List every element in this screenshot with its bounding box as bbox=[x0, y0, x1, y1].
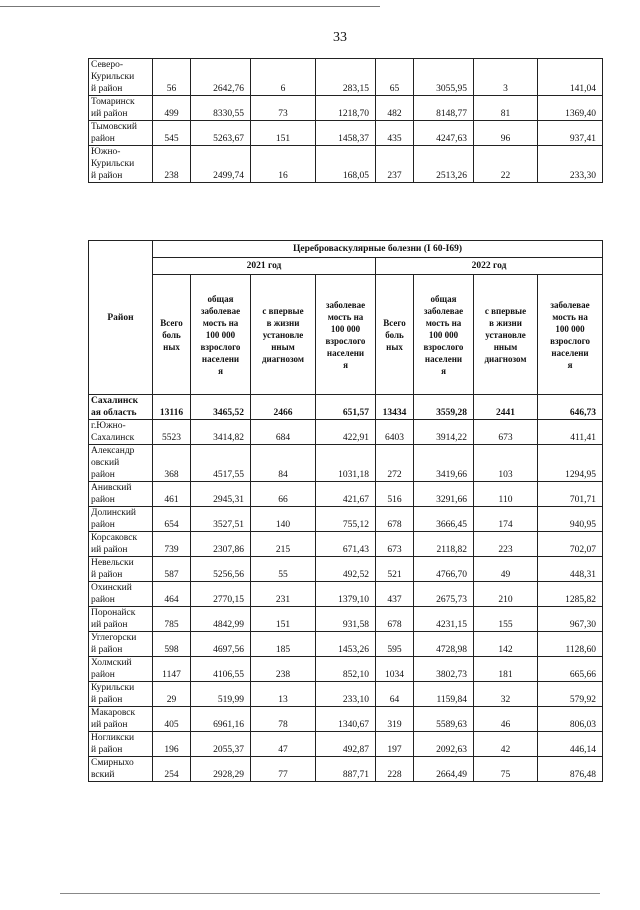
value-cell: 185 bbox=[251, 632, 316, 657]
value-cell: 1340,67 bbox=[316, 707, 376, 732]
value-cell: 1147 bbox=[153, 657, 191, 682]
value-cell: 237 bbox=[376, 146, 414, 183]
text-line: ий район bbox=[91, 720, 128, 730]
text-line: й район bbox=[91, 570, 123, 580]
table-row bbox=[89, 482, 603, 507]
value-cell: 8148,77 bbox=[414, 96, 474, 121]
value-cell: 42 bbox=[474, 732, 538, 757]
text-line: овский bbox=[91, 458, 120, 468]
value-cell: 701,71 bbox=[538, 482, 603, 507]
value-cell: 2441 bbox=[474, 395, 538, 420]
value-cell: 1453,26 bbox=[316, 632, 376, 657]
table-row bbox=[89, 532, 603, 557]
region-name-cell bbox=[89, 757, 153, 782]
text-line: Всего bbox=[383, 317, 406, 328]
value-cell: 684 bbox=[251, 420, 316, 445]
value-cell: 319 bbox=[376, 707, 414, 732]
region-name-cell bbox=[89, 59, 153, 96]
value-cell: 937,41 bbox=[538, 121, 603, 146]
value-cell: 3419,66 bbox=[414, 445, 474, 482]
text-line: боль bbox=[385, 329, 404, 340]
value-cell: 56 bbox=[153, 59, 191, 96]
region-name-cell bbox=[89, 482, 153, 507]
value-cell: 196 bbox=[153, 732, 191, 757]
region-name-cell bbox=[89, 445, 153, 482]
table-row bbox=[89, 682, 603, 707]
value-cell: 1379,10 bbox=[316, 582, 376, 607]
value-cell: 702,07 bbox=[538, 532, 603, 557]
text-line: Смирныхо bbox=[91, 758, 134, 768]
value-cell: 678 bbox=[376, 507, 414, 532]
value-cell: 3914,22 bbox=[414, 420, 474, 445]
text-line: ий район bbox=[91, 545, 128, 555]
year-2022-header: 2022 год bbox=[376, 258, 603, 275]
text-line: район bbox=[91, 495, 115, 505]
value-cell: 75 bbox=[474, 757, 538, 782]
value-cell: 2770,15 bbox=[191, 582, 251, 607]
value-cell: 16 bbox=[251, 146, 316, 183]
value-cell: 587 bbox=[153, 557, 191, 582]
region-name-cell bbox=[89, 682, 153, 707]
text-line: Всего bbox=[160, 317, 183, 328]
column-header bbox=[251, 275, 316, 395]
text-line: заболевае bbox=[550, 299, 590, 310]
value-cell: 931,58 bbox=[316, 607, 376, 632]
value-cell: 1458,37 bbox=[316, 121, 376, 146]
text-line: Анивский bbox=[91, 483, 132, 493]
text-line: Долинский bbox=[91, 508, 137, 518]
text-line: мость на bbox=[327, 311, 364, 322]
value-cell: 210 bbox=[474, 582, 538, 607]
value-cell: 168,05 bbox=[316, 146, 376, 183]
value-cell: 806,03 bbox=[538, 707, 603, 732]
text-line: ных bbox=[163, 341, 180, 352]
value-cell: 151 bbox=[251, 121, 316, 146]
value-cell: 492,52 bbox=[316, 557, 376, 582]
table-row bbox=[89, 757, 603, 782]
text-line: установле bbox=[485, 329, 526, 340]
top-rule bbox=[0, 6, 380, 7]
value-cell: 4231,15 bbox=[414, 607, 474, 632]
text-line: общая bbox=[430, 293, 457, 304]
table-row bbox=[89, 146, 603, 183]
value-cell: 852,10 bbox=[316, 657, 376, 682]
main-table bbox=[88, 240, 603, 782]
text-line: район bbox=[91, 470, 115, 480]
text-line: Александр bbox=[91, 446, 135, 456]
value-cell: 421,67 bbox=[316, 482, 376, 507]
value-cell: 492,87 bbox=[316, 732, 376, 757]
region-name-cell bbox=[89, 420, 153, 445]
text-line: ая область bbox=[91, 408, 137, 418]
text-line: нным bbox=[493, 341, 518, 352]
value-cell: 1128,60 bbox=[538, 632, 603, 657]
value-cell: 77 bbox=[251, 757, 316, 782]
table-row bbox=[89, 445, 603, 482]
bottom-rule bbox=[60, 893, 600, 894]
text-line: й район bbox=[91, 695, 123, 705]
value-cell: 6 bbox=[251, 59, 316, 96]
value-cell: 13 bbox=[251, 682, 316, 707]
value-cell: 3559,28 bbox=[414, 395, 474, 420]
table-title: Цереброваскулярные болезни (I 60-I69) bbox=[153, 241, 603, 258]
text-line: район bbox=[91, 595, 115, 605]
value-cell: 446,14 bbox=[538, 732, 603, 757]
value-cell: 1218,70 bbox=[316, 96, 376, 121]
value-cell: 598 bbox=[153, 632, 191, 657]
value-cell: 47 bbox=[251, 732, 316, 757]
text-line: взрослого bbox=[325, 335, 366, 346]
value-cell: 2055,37 bbox=[191, 732, 251, 757]
value-cell: 2118,82 bbox=[414, 532, 474, 557]
value-cell: 231 bbox=[251, 582, 316, 607]
value-cell: 228 bbox=[376, 757, 414, 782]
text-line: боль bbox=[162, 329, 181, 340]
text-line: Корсаковск bbox=[91, 533, 138, 543]
value-cell: 283,15 bbox=[316, 59, 376, 96]
value-cell: 5263,67 bbox=[191, 121, 251, 146]
value-cell: 272 bbox=[376, 445, 414, 482]
region-name-cell bbox=[89, 557, 153, 582]
value-cell: 64 bbox=[376, 682, 414, 707]
region-name-cell bbox=[89, 657, 153, 682]
value-cell: 2664,49 bbox=[414, 757, 474, 782]
text-line: й район bbox=[91, 171, 123, 181]
value-cell: 755,12 bbox=[316, 507, 376, 532]
value-cell: 3666,45 bbox=[414, 507, 474, 532]
table-row bbox=[89, 395, 603, 420]
value-cell: 155 bbox=[474, 607, 538, 632]
column-header bbox=[376, 275, 414, 395]
value-cell: 6403 bbox=[376, 420, 414, 445]
value-cell: 3527,51 bbox=[191, 507, 251, 532]
value-cell: 140 bbox=[251, 507, 316, 532]
value-cell: 437 bbox=[376, 582, 414, 607]
value-cell: 1294,95 bbox=[538, 445, 603, 482]
value-cell: 81 bbox=[474, 96, 538, 121]
table-row bbox=[89, 557, 603, 582]
value-cell: 46 bbox=[474, 707, 538, 732]
text-line: район bbox=[91, 520, 115, 530]
text-line: вский bbox=[91, 770, 115, 780]
value-cell: 482 bbox=[376, 96, 414, 121]
text-line: заболевае bbox=[200, 305, 241, 316]
region-name-cell bbox=[89, 395, 153, 420]
text-line: Курильски bbox=[91, 683, 135, 693]
value-cell: 521 bbox=[376, 557, 414, 582]
text-line: й район bbox=[91, 84, 123, 94]
column-header bbox=[316, 275, 376, 395]
value-cell: 223 bbox=[474, 532, 538, 557]
value-cell: 579,92 bbox=[538, 682, 603, 707]
value-cell: 29 bbox=[153, 682, 191, 707]
year-2021-header: 2021 год bbox=[153, 258, 376, 275]
value-cell: 66 bbox=[251, 482, 316, 507]
value-cell: 1159,84 bbox=[414, 682, 474, 707]
value-cell: 238 bbox=[153, 146, 191, 183]
text-line: Невельски bbox=[91, 558, 134, 568]
value-cell: 1031,18 bbox=[316, 445, 376, 482]
text-line: в жизни bbox=[489, 317, 522, 328]
value-cell: 2945,31 bbox=[191, 482, 251, 507]
value-cell: 13434 bbox=[376, 395, 414, 420]
value-cell: 142 bbox=[474, 632, 538, 657]
text-line: Сахалинск bbox=[91, 396, 139, 406]
text-line: населени bbox=[326, 347, 365, 358]
text-line: мость на bbox=[425, 317, 462, 328]
value-cell: 4728,98 bbox=[414, 632, 474, 657]
text-line: населени bbox=[201, 353, 240, 364]
text-line: я bbox=[218, 365, 223, 376]
text-line: ий район bbox=[91, 109, 128, 119]
value-cell: 368 bbox=[153, 445, 191, 482]
text-line: 100 000 bbox=[330, 323, 361, 334]
text-line: населени bbox=[551, 347, 589, 358]
value-cell: 2307,86 bbox=[191, 532, 251, 557]
table-row bbox=[89, 121, 603, 146]
value-cell: 110 bbox=[474, 482, 538, 507]
text-line: я bbox=[567, 359, 573, 370]
region-name-cell bbox=[89, 732, 153, 757]
value-cell: 646,73 bbox=[538, 395, 603, 420]
value-cell: 3465,52 bbox=[191, 395, 251, 420]
text-line: Южно- bbox=[91, 147, 121, 157]
value-cell: 3414,82 bbox=[191, 420, 251, 445]
value-cell: 2928,29 bbox=[191, 757, 251, 782]
value-cell: 464 bbox=[153, 582, 191, 607]
text-line: мость на bbox=[202, 317, 239, 328]
text-line: с впервые bbox=[484, 305, 527, 316]
text-line: Курильски bbox=[91, 72, 135, 82]
text-line: Макаровск bbox=[91, 708, 136, 718]
value-cell: 940,95 bbox=[538, 507, 603, 532]
table-row bbox=[89, 420, 603, 445]
value-cell: 174 bbox=[474, 507, 538, 532]
region-header: Район bbox=[89, 241, 153, 395]
value-cell: 654 bbox=[153, 507, 191, 532]
value-cell: 141,04 bbox=[538, 59, 603, 96]
text-line: я bbox=[441, 365, 446, 376]
text-line: район bbox=[91, 670, 115, 680]
value-cell: 671,43 bbox=[316, 532, 376, 557]
value-cell: 4106,55 bbox=[191, 657, 251, 682]
text-line: г.Южно- bbox=[91, 421, 126, 431]
table-row bbox=[89, 707, 603, 732]
value-cell: 197 bbox=[376, 732, 414, 757]
region-name-cell bbox=[89, 121, 153, 146]
value-cell: 215 bbox=[251, 532, 316, 557]
table-row bbox=[89, 59, 603, 96]
value-cell: 233,30 bbox=[538, 146, 603, 183]
column-header bbox=[191, 275, 251, 395]
value-cell: 435 bbox=[376, 121, 414, 146]
value-cell: 233,10 bbox=[316, 682, 376, 707]
text-line: Тымовский bbox=[91, 122, 137, 132]
value-cell: 448,31 bbox=[538, 557, 603, 582]
text-line: общая bbox=[207, 293, 234, 304]
main-table-body bbox=[89, 395, 603, 782]
text-line: я bbox=[343, 359, 348, 370]
value-cell: 405 bbox=[153, 707, 191, 732]
value-cell: 5589,63 bbox=[414, 707, 474, 732]
text-line: район bbox=[91, 134, 115, 144]
value-cell: 673 bbox=[376, 532, 414, 557]
value-cell: 3055,95 bbox=[414, 59, 474, 96]
text-line: ий район bbox=[91, 620, 128, 630]
table-row bbox=[89, 507, 603, 532]
text-line: диагнозом bbox=[261, 353, 305, 364]
table-row bbox=[89, 582, 603, 607]
column-header bbox=[538, 275, 603, 395]
value-cell: 2092,63 bbox=[414, 732, 474, 757]
region-name-cell bbox=[89, 532, 153, 557]
top-table bbox=[88, 58, 603, 183]
value-cell: 238 bbox=[251, 657, 316, 682]
value-cell: 4842,99 bbox=[191, 607, 251, 632]
text-line: 100 000 bbox=[428, 329, 459, 340]
column-header bbox=[153, 275, 191, 395]
text-line: й район bbox=[91, 645, 123, 655]
value-cell: 32 bbox=[474, 682, 538, 707]
text-line: Охинский bbox=[91, 583, 132, 593]
value-cell: 876,48 bbox=[538, 757, 603, 782]
value-cell: 499 bbox=[153, 96, 191, 121]
text-line: Сахалинск bbox=[91, 433, 135, 443]
column-header bbox=[414, 275, 474, 395]
region-name-cell bbox=[89, 507, 153, 532]
value-cell: 665,66 bbox=[538, 657, 603, 682]
text-line: й район bbox=[91, 745, 123, 755]
value-cell: 5523 bbox=[153, 420, 191, 445]
text-line: взрослого bbox=[200, 341, 241, 352]
text-line: в жизни bbox=[266, 317, 300, 328]
text-line: взрослого bbox=[550, 335, 590, 346]
value-cell: 84 bbox=[251, 445, 316, 482]
value-cell: 673 bbox=[474, 420, 538, 445]
value-cell: 2466 bbox=[251, 395, 316, 420]
value-cell: 96 bbox=[474, 121, 538, 146]
value-cell: 967,30 bbox=[538, 607, 603, 632]
value-cell: 461 bbox=[153, 482, 191, 507]
value-cell: 103 bbox=[474, 445, 538, 482]
value-cell: 6961,16 bbox=[191, 707, 251, 732]
region-name-cell bbox=[89, 607, 153, 632]
value-cell: 4517,55 bbox=[191, 445, 251, 482]
value-cell: 65 bbox=[376, 59, 414, 96]
value-cell: 422,91 bbox=[316, 420, 376, 445]
value-cell: 595 bbox=[376, 632, 414, 657]
value-cell: 73 bbox=[251, 96, 316, 121]
region-name-cell bbox=[89, 146, 153, 183]
table-row bbox=[89, 96, 603, 121]
text-line: 100 000 bbox=[205, 329, 236, 340]
value-cell: 4697,56 bbox=[191, 632, 251, 657]
value-cell: 1285,82 bbox=[538, 582, 603, 607]
value-cell: 3291,66 bbox=[414, 482, 474, 507]
page-number: 33 bbox=[333, 30, 347, 45]
value-cell: 2513,26 bbox=[414, 146, 474, 183]
value-cell: 8330,55 bbox=[191, 96, 251, 121]
value-cell: 739 bbox=[153, 532, 191, 557]
text-line: 100 000 bbox=[555, 323, 585, 334]
value-cell: 411,41 bbox=[538, 420, 603, 445]
text-line: нным bbox=[271, 341, 295, 352]
table-row bbox=[89, 607, 603, 632]
text-line: Поронайск bbox=[91, 608, 136, 618]
text-line: заболевае bbox=[325, 299, 366, 310]
region-name-cell bbox=[89, 707, 153, 732]
text-line: ных bbox=[386, 341, 403, 352]
table-row bbox=[89, 732, 603, 757]
text-line: Северо- bbox=[91, 60, 123, 70]
value-cell: 22 bbox=[474, 146, 538, 183]
value-cell: 4766,70 bbox=[414, 557, 474, 582]
text-line: Курильски bbox=[91, 159, 135, 169]
value-cell: 254 bbox=[153, 757, 191, 782]
text-line: заболевае bbox=[423, 305, 464, 316]
value-cell: 78 bbox=[251, 707, 316, 732]
value-cell: 3 bbox=[474, 59, 538, 96]
table-row bbox=[89, 632, 603, 657]
value-cell: 545 bbox=[153, 121, 191, 146]
value-cell: 151 bbox=[251, 607, 316, 632]
column-header bbox=[474, 275, 538, 395]
value-cell: 181 bbox=[474, 657, 538, 682]
value-cell: 1034 bbox=[376, 657, 414, 682]
value-cell: 785 bbox=[153, 607, 191, 632]
value-cell: 4247,63 bbox=[414, 121, 474, 146]
value-cell: 2642,76 bbox=[191, 59, 251, 96]
value-cell: 2675,73 bbox=[414, 582, 474, 607]
text-line: Томаринск bbox=[91, 97, 135, 107]
text-line: населени bbox=[424, 353, 463, 364]
region-name-cell bbox=[89, 582, 153, 607]
top-table-body bbox=[89, 59, 603, 183]
table-row bbox=[89, 657, 603, 682]
value-cell: 55 bbox=[251, 557, 316, 582]
text-line: Углегорски bbox=[91, 633, 137, 643]
value-cell: 13116 bbox=[153, 395, 191, 420]
value-cell: 651,57 bbox=[316, 395, 376, 420]
value-cell: 887,71 bbox=[316, 757, 376, 782]
value-cell: 5256,56 bbox=[191, 557, 251, 582]
value-cell: 3802,73 bbox=[414, 657, 474, 682]
text-line: взрослого bbox=[423, 341, 464, 352]
text-line: с впервые bbox=[262, 305, 304, 316]
value-cell: 2499,74 bbox=[191, 146, 251, 183]
text-line: Ногликски bbox=[91, 733, 135, 743]
text-line: Холмский bbox=[91, 658, 132, 668]
value-cell: 678 bbox=[376, 607, 414, 632]
text-line: диагнозом bbox=[484, 353, 527, 364]
text-line: установле bbox=[262, 329, 304, 340]
region-name-cell bbox=[89, 632, 153, 657]
value-cell: 516 bbox=[376, 482, 414, 507]
value-cell: 1369,40 bbox=[538, 96, 603, 121]
value-cell: 519,99 bbox=[191, 682, 251, 707]
text-line: мость на bbox=[552, 311, 588, 322]
region-name-cell bbox=[89, 96, 153, 121]
value-cell: 49 bbox=[474, 557, 538, 582]
